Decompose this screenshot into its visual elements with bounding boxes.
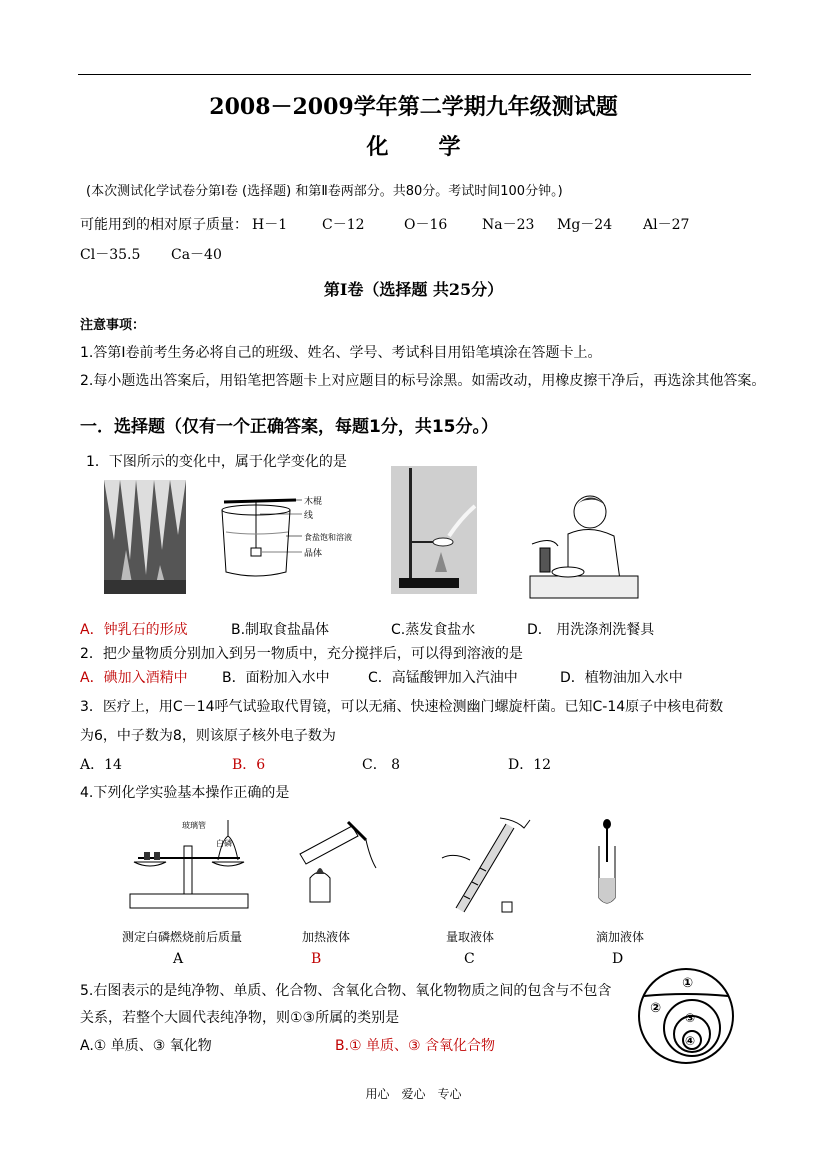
evaporation-image (391, 466, 477, 594)
top-rule (78, 74, 751, 75)
circle-label-4: ④ (685, 1034, 696, 1048)
washing-dishes-image (528, 484, 640, 600)
circle-label-3: ③ (685, 1011, 696, 1025)
fig-label-crystal: 晶体 (304, 549, 323, 559)
notice-item: 1.答第Ⅰ卷前考生务必将自己的班级、姓名、学号、考试科目用铅笔填涂在答题卡上。 (80, 345, 602, 361)
q4-caption-c: 量取液体 (445, 930, 494, 944)
measuring-cylinder-image (440, 816, 540, 916)
atomic-mass-item: Na－23 (482, 217, 535, 233)
balance-image (124, 816, 254, 912)
section-title: 第Ⅰ卷（选择题 共25分） (323, 280, 504, 299)
notice-item: 2.每小题选出答案后，用铅笔把答题卡上对应题目的标号涂黑。如需改动，用橡皮擦干净后，再选涂其他答案。 (80, 373, 766, 389)
q4-caption-a: 测定白磷燃烧前后质量 (121, 930, 242, 944)
q1-stem: 1．下图所示的变化中，属于化学变化的是 (86, 454, 347, 470)
atomic-mass-item: Al－27 (643, 217, 690, 233)
page-title: 2008－2009学年第二学期九年级测试题 (209, 94, 618, 120)
atomic-mass-item: Cl－35.5 (80, 247, 141, 263)
q2-option-b: B．面粉加入水中 (222, 670, 330, 686)
q3-option-b: B．6 (232, 757, 266, 773)
q3-stem-line2: 为6，中子数为8，则该原子核外电子数为 (80, 728, 336, 744)
dropper-test-tube-image (592, 818, 622, 908)
q2-option-c: C．高锰酸钾加入汽油中 (368, 670, 518, 686)
q4-caption-b: 加热液体 (301, 930, 350, 944)
q5-stem-line2: 关系，若整个大圆代表纯净物，则①③所属的类别是 (80, 1010, 400, 1026)
atomic-mass-item: Ca－40 (171, 247, 222, 263)
q1-option-d: D． 用洗涤剂洗餐具 (527, 622, 655, 638)
q3-option-c: C． 8 (362, 757, 401, 773)
fig-label-stick: 木棍 (304, 497, 323, 507)
page-footer: 用心 爱心 专心 (365, 1087, 462, 1101)
q3-option-a: A．14 (80, 757, 122, 773)
atomic-mass-item: H－1 (252, 217, 288, 233)
q4-letter-d: D (612, 951, 624, 967)
q4-letter-b: B (311, 951, 322, 967)
q1-option-c: C.蒸发食盐水 (391, 622, 476, 638)
substance-venn-diagram (636, 966, 736, 1066)
atomic-mass-item: C－12 (322, 217, 365, 233)
subject-title: 化学 (366, 134, 511, 160)
q1-option-a: A．钟乳石的形成 (80, 622, 188, 638)
q4-stem: 4.下列化学实验基本操作正确的是 (80, 785, 290, 801)
q5-option-b: B.① 单质、③ 含氧化合物 (335, 1038, 496, 1054)
q4-caption-d: 滴加液体 (595, 930, 644, 944)
circle-label-2: ② (650, 1001, 662, 1016)
atomic-mass-item: Mg－24 (557, 217, 613, 233)
q4-letter-a: A (173, 951, 184, 967)
fig-label-glass-tube: 玻璃管 (182, 821, 206, 830)
notice-label: 注意事项： (80, 318, 146, 333)
q2-option-d: D．植物油加入水中 (560, 670, 683, 686)
stalactite-image (104, 480, 186, 594)
fig-label-thread: 线 (304, 511, 314, 521)
q2-stem: 2．把少量物质分别加入到另一物质中，充分搅拌后，可以得到溶液的是 (80, 646, 523, 662)
atomic-mass-item: O－16 (404, 217, 448, 233)
q4-letter-c: C (464, 951, 475, 967)
q3-option-d: D．12 (508, 757, 552, 773)
q2-option-a: A．碘加入酒精中 (80, 670, 188, 686)
q3-stem-line1: 3．医疗上，用C－14呼气试验取代胃镜，可以无痛、快速检测幽门螺旋杆菌。已知C-14原子中核电荷数 (80, 699, 724, 715)
q5-option-a: A.① 单质、③ 氧化物 (80, 1038, 212, 1054)
salt-crystal-beaker-image (216, 492, 366, 582)
q5-stem-line1: 5.右图表示的是纯净物、单质、化合物、含氧化合物、氧化物物质之间的包含与不包含 (80, 983, 612, 999)
exam-note: (本次测试化学试卷分第Ⅰ卷 (选择题) 和第Ⅱ卷两部分。共80分。考试时间100分钟。) (86, 184, 563, 199)
heating-liquid-image (290, 818, 382, 910)
atomic-mass-label: 可能用到的相对原子质量： (80, 217, 248, 233)
q1-option-b: B.制取食盐晶体 (231, 622, 330, 638)
part-title: 一．选择题（仅有一个正确答案，每题1分，共15分。） (80, 417, 498, 437)
circle-label-1: ① (682, 976, 694, 991)
fig-label-white-phosphorus: 白磷 (216, 839, 232, 848)
fig-label-solution: 食盐饱和溶液 (304, 533, 352, 542)
